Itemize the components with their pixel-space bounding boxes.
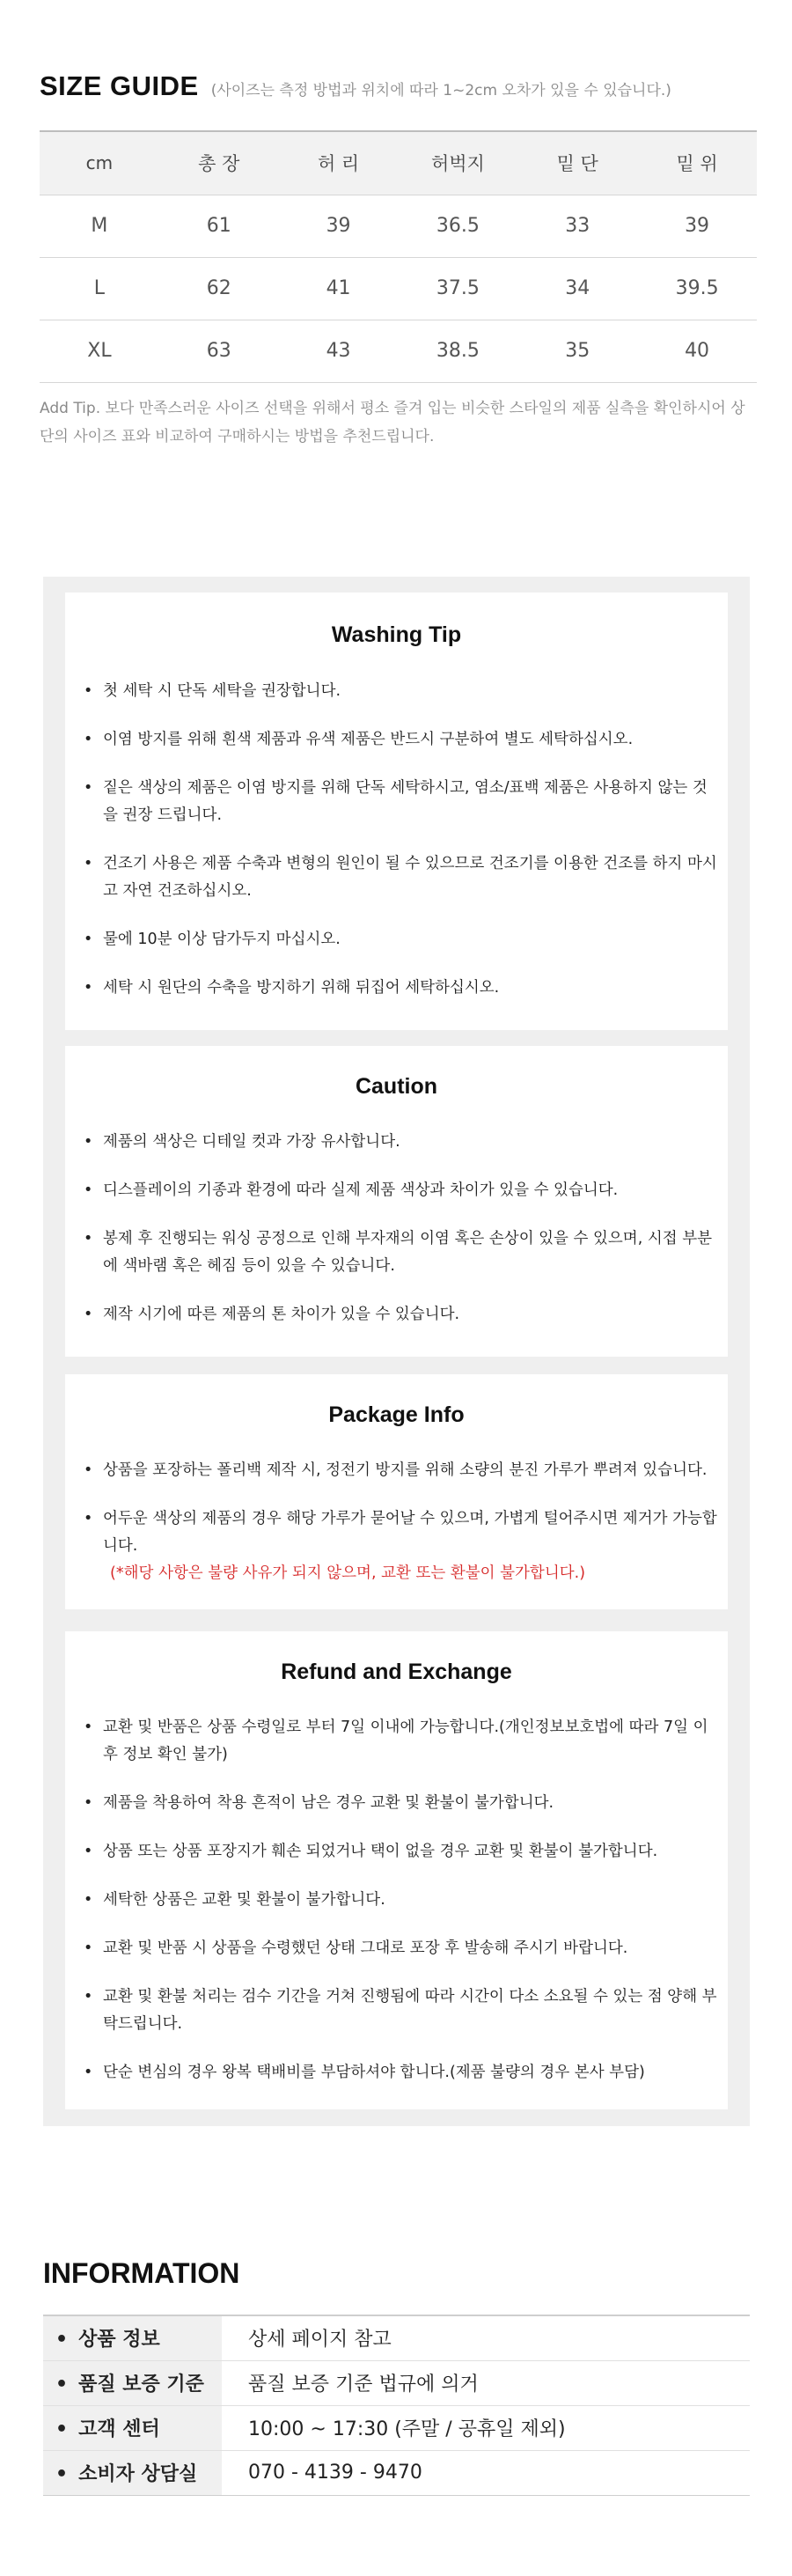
size-header-thigh: 허벅지 — [398, 131, 517, 195]
size-row-l — [40, 257, 757, 320]
size-cell: 39 — [637, 195, 757, 257]
list-item: • 세탁한 상품은 교환 및 환불이 불가합니다. — [103, 1887, 717, 1914]
list-item: • 단순 변심의 경우 왕복 택배비를 부담하셔야 합니다.(제품 불량의 경우 본사 부담) — [103, 2059, 717, 2087]
size-guide-header — [40, 70, 671, 111]
list-item: • 세탁 시 원단의 수축을 방지하기 위해 뒤집어 세탁하십시오. — [103, 975, 717, 1002]
list-item: • 짙은 색상의 제품은 이염 방지를 위해 단독 세탁하시고, 염소/표백 제품은 사용하지 않는 것을 권장 드립니다. — [103, 775, 717, 829]
list-item: • 제품의 색상은 디테일 컷과 가장 유사합니다. — [103, 1129, 717, 1156]
package-info-title: Package Info — [328, 1402, 465, 1427]
list-item — [103, 1505, 717, 1587]
size-cell: 61 — [159, 195, 279, 257]
info-row-product — [43, 2315, 750, 2360]
package-info-list — [65, 1457, 728, 1587]
list-item: • 제품을 착용하여 착용 흔적이 남은 경우 교환 및 환불이 불가합니다. — [103, 1790, 717, 1817]
size-tip: Add Tip. 보다 만족스러운 사이즈 선택을 위해서 평소 즐겨 입는 비슷한 스타일의 제품 실측을 확인하시어 상단의 사이즈 표와 비교하여 구매하시는 방법을 추천드립니다. — [40, 400, 745, 445]
info-row-customer-center — [43, 2405, 750, 2450]
size-header-rise: 밑 위 — [637, 131, 757, 195]
size-cell: 33 — [517, 195, 637, 257]
size-header-waist: 허 리 — [279, 131, 399, 195]
washing-tip-card — [65, 592, 728, 1030]
package-info-text: 어두운 색상의 제품의 경우 해당 가루가 묻어날 수 있으며, 가볍게 털어주시면 제거가 가능합니다. — [103, 1510, 717, 1555]
info-row-quality — [43, 2360, 750, 2405]
size-cell: 40 — [637, 320, 757, 382]
refund-exchange-list — [65, 1714, 728, 2108]
washing-tip-title: Washing Tip — [331, 622, 462, 647]
list-item: • 교환 및 반품은 상품 수령일로 부터 7일 이내에 가능합니다.(개인정보보호법에 따라 7일 이후 정보 확인 불가) — [103, 1714, 717, 1769]
info-key: • 품질 보증 기준 — [43, 2360, 222, 2405]
size-header-unit: cm — [40, 131, 159, 195]
size-cell: 38.5 — [398, 320, 517, 382]
washing-tip-list — [65, 678, 728, 1023]
size-row-xl — [40, 320, 757, 382]
size-guide-title: SIZE GUIDE — [40, 70, 199, 101]
size-header-total-length: 총 장 — [159, 131, 279, 195]
list-item: • 제작 시기에 따른 제품의 톤 차이가 있을 수 있습니다. — [103, 1301, 717, 1328]
information-table — [43, 2315, 750, 2496]
package-warning: (*해당 사항은 불량 사유가 되지 않으며, 교환 또는 환불이 불가합니다.) — [110, 1564, 586, 1582]
size-cell: 39 — [279, 195, 399, 257]
list-item: • 건조기 사용은 제품 수축과 변형의 원인이 될 수 있으므로 건조기를 이용한 건조를 하지 마시고 자연 건조하십시오. — [103, 850, 717, 905]
list-item: • 디스플레이의 기종과 환경에 따라 실제 제품 색상과 차이가 있을 수 있습니다. — [103, 1177, 717, 1204]
size-cell: 39.5 — [637, 257, 757, 320]
list-item: • 상품 또는 상품 포장지가 훼손 되었거나 택이 없을 경우 교환 및 환불이 불가합니다. — [103, 1838, 717, 1866]
list-item: • 봉제 후 진행되는 워싱 공정으로 인해 부자재의 이염 혹은 손상이 있을 수 있으며, 시접 부분에 색바램 혹은 헤짐 등이 있을 수 있습니다. — [103, 1225, 717, 1280]
info-key: • 소비자 상담실 — [43, 2450, 222, 2495]
list-item: • 이염 방지를 위해 흰색 제품과 유색 제품은 반드시 구분하여 별도 세탁하십시오. — [103, 726, 717, 754]
care-panel — [43, 577, 750, 2126]
info-value: 품질 보증 기준 법규에 의거 — [222, 2360, 750, 2405]
size-table — [40, 130, 757, 383]
info-value: 070 - 4139 - 9470 — [222, 2450, 750, 2495]
info-value: 10:00 ~ 17:30 (주말 / 공휴일 제외) — [222, 2405, 750, 2450]
size-cell: 63 — [159, 320, 279, 382]
refund-exchange-card — [65, 1631, 728, 2109]
info-key: • 고객 센터 — [43, 2405, 222, 2450]
info-key: • 상품 정보 — [43, 2315, 222, 2360]
size-cell: M — [40, 195, 159, 257]
refund-exchange-title: Refund and Exchange — [281, 1660, 512, 1684]
size-header-hem: 밑 단 — [517, 131, 637, 195]
size-guide-note: (사이즈는 측정 방법과 위치에 따라 1~2cm 오차가 있을 수 있습니다.) — [210, 82, 671, 99]
information-title: INFORMATION — [43, 2257, 240, 2289]
size-cell: L — [40, 257, 159, 320]
size-row-m — [40, 195, 757, 257]
caution-list — [65, 1129, 728, 1350]
size-cell: 41 — [279, 257, 399, 320]
info-row-consumer-counsel — [43, 2450, 750, 2495]
list-item: • 물에 10분 이상 담가두지 마십시오. — [103, 926, 717, 953]
size-table-header-row — [40, 131, 757, 195]
size-cell: 43 — [279, 320, 399, 382]
info-value: 상세 페이지 참고 — [222, 2315, 750, 2360]
size-cell: 62 — [159, 257, 279, 320]
list-item: • 상품을 포장하는 폴리백 제작 시, 정전기 방지를 위해 소량의 분진 가루가 뿌려져 있습니다. — [103, 1457, 717, 1484]
size-cell: 36.5 — [398, 195, 517, 257]
size-cell: 34 — [517, 257, 637, 320]
list-item: • 교환 및 환불 처리는 검수 기간을 거쳐 진행됨에 따라 시간이 다소 소요될 수 있는 점 양해 부탁드립니다. — [103, 1984, 717, 2038]
caution-title: Caution — [355, 1074, 438, 1099]
package-info-card — [65, 1374, 728, 1609]
list-item: • 첫 세탁 시 단독 세탁을 권장합니다. — [103, 678, 717, 705]
list-item: • 교환 및 반품 시 상품을 수령했던 상태 그대로 포장 후 발송해 주시기 바랍니다. — [103, 1935, 717, 1962]
size-cell: XL — [40, 320, 159, 382]
caution-card — [65, 1046, 728, 1357]
size-cell: 35 — [517, 320, 637, 382]
size-cell: 37.5 — [398, 257, 517, 320]
